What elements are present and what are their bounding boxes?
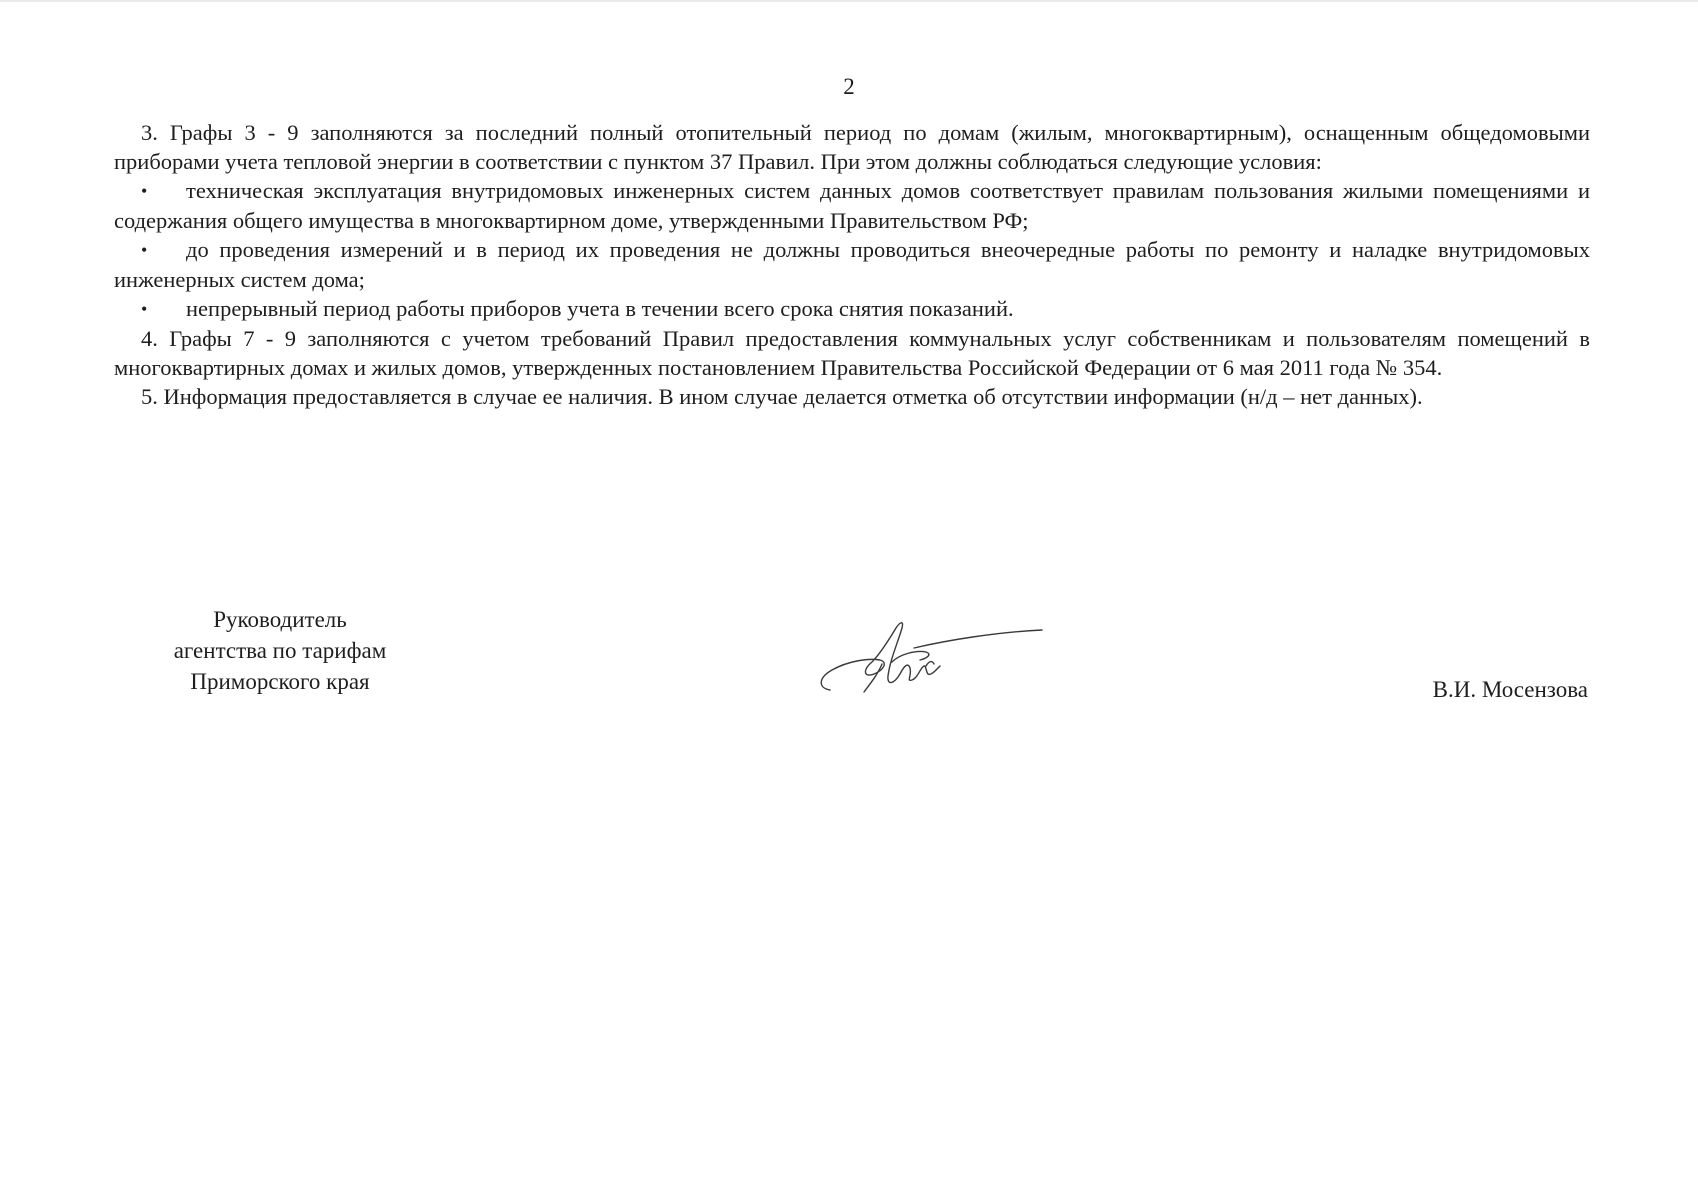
signatory-title bbox=[130, 604, 430, 697]
bullet-text: до проведения измерений и в период их проведения не должны проводиться внеочередные работы по ремонту и наладке внутридомовых инженерных систем дома; bbox=[114, 237, 1590, 292]
document-body bbox=[114, 118, 1590, 411]
page-number: 2 bbox=[843, 74, 855, 99]
bullet-text: непрерывный период работы приборов учета в течении всего срока снятия показаний. bbox=[186, 296, 1014, 321]
bullet-icon: • bbox=[141, 240, 148, 260]
signatory-title-line: Руководитель bbox=[213, 607, 347, 632]
bullet-icon: • bbox=[141, 181, 148, 201]
scan-top-edge bbox=[0, 0, 1698, 2]
paragraph-5: 5. Информация предоставляется в случае ее наличия. В ином случае делается отметка об отсутствии информации (н/д – нет данных). bbox=[141, 384, 1423, 409]
bullet-text: техническая эксплуатация внутридомовых инженерных систем данных домов соответствует правилам пользования жилыми помещениями и содержания общего имущества в многоквартирном доме, утвержденными Правительством РФ; bbox=[114, 178, 1590, 233]
bullet-icon: • bbox=[141, 299, 148, 319]
paragraph-3: 3. Графы 3 - 9 заполняются за последний полный отопительный период по домам (жилым, многоквартирным), оснащенным общедомовыми приборами учета тепловой энергии в соответствии с пунктом 37 Правил. При этом должны соблюдаться следующие условия: bbox=[114, 120, 1590, 174]
bullet-item bbox=[114, 235, 1590, 294]
signatory-title-line: Приморского края bbox=[190, 669, 370, 694]
paragraph-4: 4. Графы 7 - 9 заполняются с учетом требований Правил предоставления коммунальных услуг собственникам и пользователям помещений в многоквартирных домах и жилых домов, утвержденных постановлением Правительства Российской Федерации от 6 мая 2011 года № 354. bbox=[114, 326, 1590, 380]
signatory-title-line: агентства по тарифам bbox=[173, 638, 387, 663]
handwritten-signature bbox=[808, 604, 1058, 704]
bullet-item bbox=[114, 176, 1590, 235]
bullet-item bbox=[114, 294, 1590, 324]
signer-name: В.И. Мосензова bbox=[1432, 677, 1588, 702]
